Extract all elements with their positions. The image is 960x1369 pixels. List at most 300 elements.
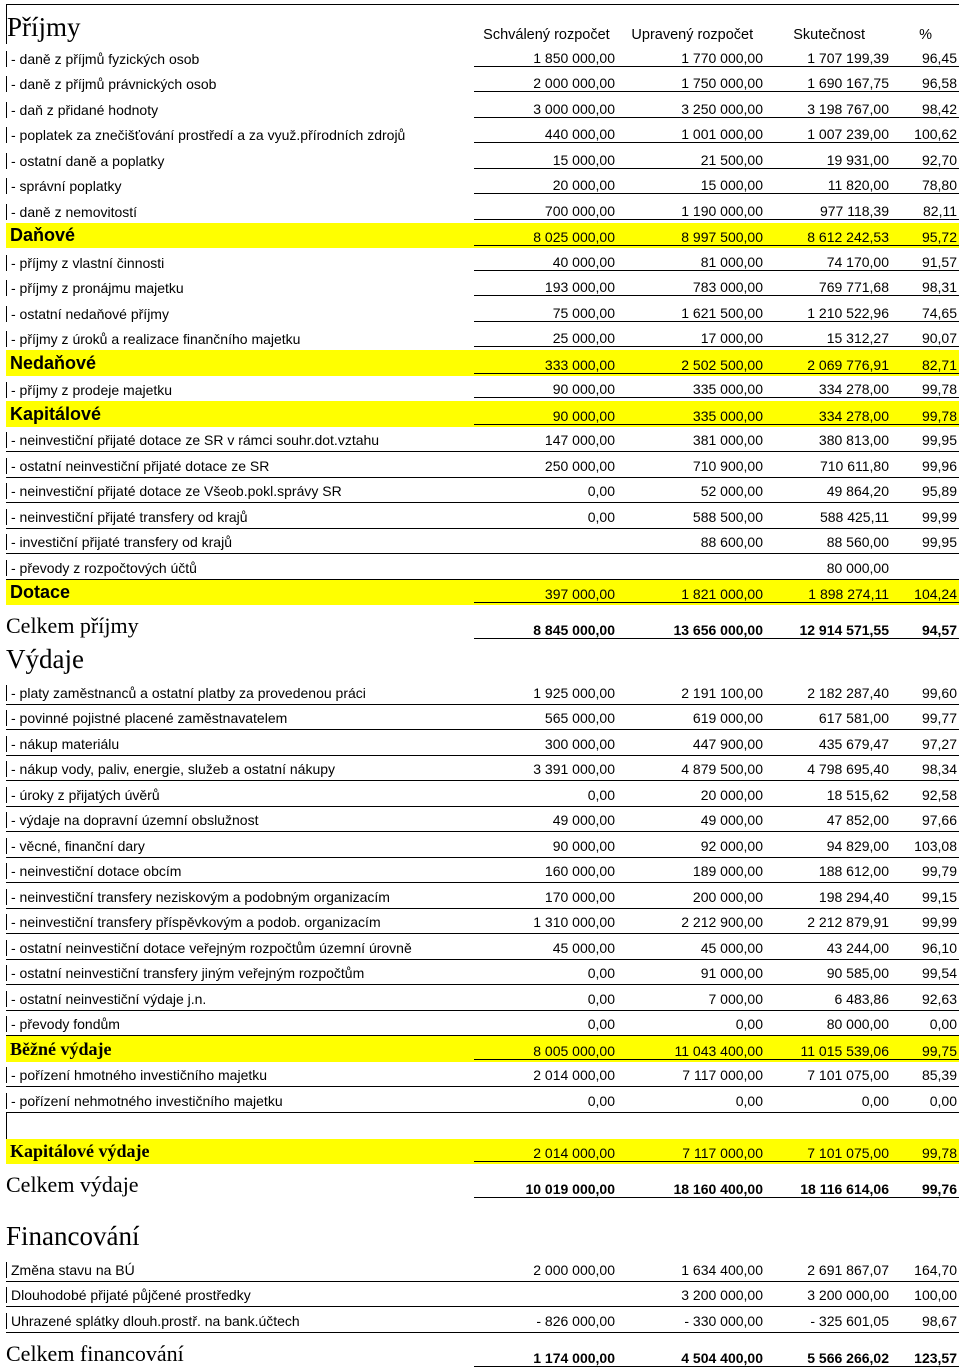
total-row: [6, 605, 959, 641]
table-row: [6, 503, 959, 529]
kapitalove-subtotal: [6, 401, 959, 427]
approved-value: 193 000,00: [474, 279, 618, 296]
adjusted-value: 11 043 400,00: [618, 1043, 766, 1060]
percent-value: 78,80: [892, 177, 959, 194]
subtotal-row: [6, 401, 959, 427]
percent-value: 98,31: [892, 279, 959, 296]
actual-value: 188 612,00: [818, 863, 889, 879]
actual-value: 6 483,86: [834, 990, 889, 1007]
percent-value: 104,24: [892, 586, 959, 603]
percent-value: 99,95: [921, 432, 957, 448]
adjusted-value: 619 000,00: [692, 710, 763, 726]
adjusted-value: 81 000,00: [618, 254, 766, 271]
celkem-vydaje: [6, 1164, 959, 1200]
approved-value: - 826 000,00: [536, 1312, 615, 1329]
table-row: [6, 529, 959, 555]
approved-value: 147 000,00: [544, 432, 615, 448]
actual-value: 2 182 287,40: [807, 684, 889, 701]
table-row: [6, 1307, 959, 1333]
adjusted-value: 3 200 000,00: [681, 1287, 763, 1303]
adjusted-value: 8 997 500,00: [618, 229, 766, 246]
adjusted-value: 710 900,00: [692, 457, 763, 474]
percent-value: 123,57: [892, 1350, 959, 1367]
row-label: - daně z nemovitostí: [6, 204, 474, 220]
percent-value: 99,79: [921, 863, 957, 879]
actual-value: 588 425,11: [819, 508, 889, 525]
actual-value: 3 200 000,00: [807, 1287, 889, 1303]
section-title-prijmy: Příjmy: [7, 12, 81, 42]
adjusted-value: 783 000,00: [618, 279, 766, 296]
table-row: [6, 679, 959, 705]
adjusted-value: 15 000,00: [618, 177, 766, 194]
percent-value: 99,75: [892, 1043, 959, 1060]
actual-value: 15 312,27: [766, 330, 892, 347]
section-financovani: [6, 1218, 959, 1256]
actual-value: 617 581,00: [818, 710, 889, 726]
percent-value: 99,15: [921, 888, 957, 905]
row-label: - daně z příjmů fyzických osob: [6, 51, 474, 67]
actual-value: - 325 601,05: [810, 1312, 889, 1329]
row-label: - neinvestiční přijaté dotace ze Všeob.pokl.správy SR: [6, 483, 474, 499]
approved-value: 3 391 000,00: [533, 761, 615, 777]
adjusted-value: 52 000,00: [700, 483, 763, 499]
row-label: - věcné, finanční dary: [6, 838, 474, 854]
row-label: - platy zaměstnanců a ostatní platby za provedenou práci: [6, 685, 474, 701]
approved-value: 1 925 000,00: [533, 684, 615, 701]
percent-value: 99,77: [921, 710, 957, 726]
approved-value: 1 174 000,00: [474, 1350, 618, 1367]
kapitalove-vydaje-subtotal: [6, 1139, 959, 1165]
actual-value: 769 771,68: [766, 279, 892, 296]
row-label: Uhrazené splátky dlouh.prostř. na bank.účtech: [6, 1313, 474, 1329]
row-label: - příjmy z úroků a realizace finančního majetku: [6, 331, 474, 347]
row-label: - příjmy z vlastní činnosti: [6, 255, 474, 271]
table-row: [6, 730, 959, 756]
percent-value: 96,45: [892, 50, 959, 67]
adjusted-value: 335 000,00: [618, 408, 766, 425]
row-label: Běžné výdaje: [10, 1038, 112, 1059]
row-label: - úroky z přijatých úvěrů: [6, 787, 474, 803]
adjusted-value: 0,00: [735, 1016, 763, 1032]
actual-value: 1 210 522,96: [766, 305, 892, 322]
approved-value: 565 000,00: [544, 710, 615, 726]
approved-value: 1 310 000,00: [533, 914, 615, 930]
adjusted-value: 18 160 400,00: [618, 1181, 766, 1198]
approved-value: 8 025 000,00: [474, 229, 618, 246]
row-label: Kapitálové: [10, 403, 102, 424]
adjusted-value: 1 621 500,00: [618, 305, 766, 322]
approved-value: 8 005 000,00: [474, 1043, 618, 1060]
percent-value: 98,67: [921, 1312, 957, 1329]
approved-value: 333 000,00: [474, 357, 618, 374]
table-row: [6, 1256, 959, 1282]
percent-value: 74,65: [892, 305, 959, 322]
table-row: [6, 95, 959, 121]
table-row: [6, 299, 959, 325]
subtotal-row: [6, 1036, 959, 1062]
percent-value: 82,71: [892, 357, 959, 374]
row-label: Daňové: [10, 225, 76, 245]
adjusted-value: 88 600,00: [700, 534, 763, 550]
actual-value: 47 852,00: [826, 812, 889, 828]
approved-value: 0,00: [587, 483, 615, 499]
kapitalove-items: [6, 376, 959, 402]
row-label: - ostatní neinvestiční dotace veřejným rozpočtům územní úrovně: [6, 940, 474, 956]
adjusted-value: 2 191 100,00: [681, 684, 763, 701]
section-title-vydaje: Výdaje: [6, 644, 84, 674]
approved-value: 0,00: [587, 990, 615, 1007]
section-title-financovani: Financování: [6, 1221, 140, 1251]
table-row: [6, 44, 959, 70]
section-vydaje: [6, 641, 959, 679]
total-row: [6, 1164, 959, 1200]
table-row: [6, 121, 959, 147]
actual-value: 18 515,62: [826, 786, 889, 803]
approved-value: 440 000,00: [474, 126, 618, 143]
percent-value: 92,58: [921, 786, 957, 803]
percent-value: 95,72: [892, 229, 959, 246]
actual-value: 2 069 776,91: [766, 357, 892, 374]
row-label: - příjmy z pronájmu majetku: [6, 280, 474, 296]
approved-value: 15 000,00: [474, 152, 618, 169]
percent-value: 91,57: [892, 254, 959, 271]
approved-value: 1 850 000,00: [474, 50, 618, 67]
table-row: [6, 452, 959, 478]
adjusted-value: 92 000,00: [700, 837, 763, 854]
table-row: [6, 1011, 959, 1037]
total-row: [6, 1333, 959, 1369]
percent-value: 103,08: [914, 837, 957, 854]
table-row: [6, 756, 959, 782]
nedanove-items: [6, 248, 959, 350]
table-row: [6, 832, 959, 858]
row-label: - neinvestiční přijaté dotace ze SR v rámci souhr.dot.vztahu: [6, 432, 474, 448]
table-row: [6, 934, 959, 960]
row-label: - neinvestiční transfery neziskovým a podobným organizacím: [6, 889, 474, 905]
subtotal-row: [6, 580, 959, 606]
table-row: [6, 1282, 959, 1308]
actual-value: 198 294,40: [818, 888, 889, 905]
percent-value: 97,27: [921, 735, 957, 752]
table-row: [6, 427, 959, 453]
col-header-adjusted: Upravený rozpočet: [631, 27, 754, 43]
actual-value: 74 170,00: [766, 254, 892, 271]
percent-value: 82,11: [892, 203, 959, 220]
table-row: [6, 478, 959, 504]
row-label: Kapitálové výdaje: [10, 1141, 150, 1161]
actual-value: 11 015 539,06: [766, 1043, 892, 1060]
actual-value: 80 000,00: [826, 1016, 889, 1032]
adjusted-value: 7 117 000,00: [682, 1067, 763, 1083]
table-header: [6, 4, 959, 44]
adjusted-value: 17 000,00: [618, 330, 766, 347]
danove-subtotal: [6, 223, 959, 249]
row-label: - nákup vody, paliv, energie, služeb a ostatní nákupy: [6, 761, 474, 777]
percent-value: 98,42: [892, 101, 959, 118]
approved-value: 0,00: [587, 1092, 615, 1109]
approved-value: 0,00: [587, 508, 615, 525]
table-row: [6, 172, 959, 198]
actual-value: 977 118,39: [766, 203, 892, 220]
actual-value: 3 198 767,00: [766, 101, 892, 118]
percent-value: 164,70: [914, 1261, 957, 1278]
approved-value: 160 000,00: [544, 863, 615, 879]
percent-value: 94,57: [892, 622, 959, 639]
row-label: - ostatní daně a poplatky: [6, 153, 474, 169]
actual-value: 2 691 867,07: [807, 1261, 889, 1278]
table-row: [6, 325, 959, 351]
actual-value: 0,00: [861, 1092, 889, 1109]
approved-value: 20 000,00: [474, 177, 618, 194]
subtotal-row: [6, 350, 959, 376]
table-row: [6, 197, 959, 223]
actual-value: 380 813,00: [818, 432, 889, 448]
table-row: [6, 70, 959, 96]
percent-value: 0,00: [929, 1016, 957, 1032]
adjusted-value: 1 190 000,00: [618, 203, 766, 220]
adjusted-value: 447 900,00: [692, 735, 763, 752]
kapitalove-vydaje-items: [6, 1062, 959, 1113]
row-label: - pořízení nehmotného investičního majetku: [6, 1093, 474, 1109]
spacer-row: [6, 1113, 959, 1139]
actual-value: 88 560,00: [826, 534, 889, 550]
percent-value: 98,34: [921, 761, 957, 777]
actual-value: 5 566 266,02: [766, 1350, 892, 1367]
actual-value: 90 585,00: [826, 965, 889, 981]
subtotal-row: [6, 1139, 959, 1165]
adjusted-value: 381 000,00: [692, 432, 763, 448]
row-label: Celkem příjmy: [6, 613, 139, 638]
table-row: [6, 554, 959, 580]
percent-value: 95,89: [921, 483, 957, 499]
percent-value: 99,96: [921, 457, 957, 474]
approved-value: 2 000 000,00: [533, 1261, 615, 1278]
row-label: - ostatní neinvestiční přijaté dotace ze SR: [6, 458, 474, 474]
approved-value: 2 000 000,00: [474, 75, 618, 92]
actual-value: 1 898 274,11: [766, 586, 892, 603]
adjusted-value: 20 000,00: [700, 786, 763, 803]
table-row: [6, 807, 959, 833]
percent-value: 99,60: [921, 684, 957, 701]
table-row: [6, 146, 959, 172]
row-label: - pořízení hmotného investičního majetku: [6, 1067, 474, 1083]
table-row: [6, 781, 959, 807]
row-label: Celkem financování: [6, 1340, 184, 1366]
row-label: - ostatní neinvestiční transfery jiným veřejným rozpočtům: [6, 965, 474, 981]
approved-value: 2 014 000,00: [474, 1145, 618, 1162]
percent-value: 92,70: [892, 152, 959, 169]
adjusted-value: 21 500,00: [618, 152, 766, 169]
approved-value: 40 000,00: [474, 254, 618, 271]
row-label: - převody z rozpočtových účtů: [6, 560, 474, 576]
actual-value: 435 679,47: [818, 735, 889, 752]
adjusted-value: 588 500,00: [692, 508, 763, 525]
actual-value: 8 612 242,53: [766, 229, 892, 246]
percent-value: 99,95: [921, 534, 957, 550]
col-header-approved: Schválený rozpočet: [483, 27, 610, 43]
table-row: [6, 985, 959, 1011]
row-label: - investiční přijaté transfery od krajů: [6, 534, 474, 550]
table-row: [6, 274, 959, 300]
row-label: - nákup materiálu: [6, 736, 474, 752]
adjusted-value: 13 656 000,00: [618, 622, 766, 639]
table-row: [6, 858, 959, 884]
approved-value: 300 000,00: [544, 735, 615, 752]
percent-value: 99,78: [892, 1145, 959, 1162]
percent-value: 99,78: [892, 381, 959, 398]
actual-value: 12 914 571,55: [766, 622, 892, 639]
danove-items: [6, 44, 959, 223]
percent-value: 100,62: [892, 126, 959, 143]
actual-value: 11 820,00: [766, 177, 892, 194]
adjusted-value: 7 000,00: [708, 990, 763, 1007]
adjusted-value: 2 212 900,00: [681, 914, 763, 930]
row-label: - převody fondům: [6, 1016, 474, 1032]
actual-value: 1 707 199,39: [766, 50, 892, 67]
table-row: [6, 1087, 959, 1113]
financovani-items: [6, 1256, 959, 1333]
bezne-items: [6, 679, 959, 1036]
approved-value: 45 000,00: [552, 939, 615, 956]
approved-value: 170 000,00: [544, 888, 615, 905]
table-row: [6, 883, 959, 909]
bezne-subtotal: [6, 1036, 959, 1062]
approved-value: 250 000,00: [544, 457, 615, 474]
adjusted-value: 3 250 000,00: [618, 101, 766, 118]
row-label: - daň z přidané hodnoty: [6, 102, 474, 118]
actual-value: 334 278,00: [766, 381, 892, 398]
actual-value: 43 244,00: [826, 939, 889, 956]
row-label: - ostatní neinvestiční výdaje j.n.: [6, 991, 474, 1007]
adjusted-value: 335 000,00: [618, 381, 766, 398]
percent-value: 100,00: [914, 1287, 957, 1303]
row-label: Dlouhodobé přijaté půjčené prostředky: [6, 1287, 474, 1303]
percent-value: 0,00: [929, 1092, 957, 1109]
adjusted-value: 1 770 000,00: [618, 50, 766, 67]
actual-value: 710 611,80: [819, 457, 889, 474]
adjusted-value: - 330 000,00: [684, 1312, 763, 1329]
percent-value: 92,63: [921, 990, 957, 1007]
adjusted-value: 0,00: [735, 1092, 763, 1109]
row-label: - výdaje na dopravní územní obslužnost: [6, 812, 474, 828]
adjusted-value: 4 504 400,00: [618, 1350, 766, 1367]
approved-value: 25 000,00: [474, 330, 618, 347]
approved-value: 397 000,00: [474, 586, 618, 603]
col-header-percent: %: [919, 27, 932, 43]
table-row: [6, 248, 959, 274]
percent-value: 97,66: [921, 812, 957, 828]
adjusted-value: 1 750 000,00: [618, 75, 766, 92]
approved-value: 0,00: [587, 1016, 615, 1032]
adjusted-value: 2 502 500,00: [618, 357, 766, 374]
row-label: - povinné pojistné placené zaměstnavatelem: [6, 710, 474, 726]
approved-value: 0,00: [587, 786, 615, 803]
adjusted-value: 1 821 000,00: [618, 586, 766, 603]
adjusted-value: 1 001 000,00: [618, 126, 766, 143]
actual-value: 80 000,00: [826, 559, 889, 576]
percent-value: 99,99: [921, 508, 957, 525]
col-header-actual: Skutečnost: [793, 27, 866, 43]
approved-value: 2 014 000,00: [533, 1067, 615, 1083]
actual-value: 7 101 075,00: [766, 1145, 892, 1162]
percent-value: 99,54: [921, 965, 957, 981]
adjusted-value: 91 000,00: [700, 965, 763, 981]
row-label: - ostatní nedaňové příjmy: [6, 306, 474, 322]
table-row: [6, 960, 959, 986]
actual-value: 1 007 239,00: [766, 126, 892, 143]
percent-value: 90,07: [892, 330, 959, 347]
actual-value: 1 690 167,75: [766, 75, 892, 92]
spacer: [6, 1200, 959, 1218]
percent-value: 99,78: [892, 408, 959, 425]
actual-value: 4 798 695,40: [807, 761, 889, 777]
approved-value: 700 000,00: [474, 203, 618, 220]
adjusted-value: 7 117 000,00: [618, 1145, 766, 1162]
table-row: [6, 1062, 959, 1088]
row-label: - poplatek za znečišťování prostředí a za využ.přírodních zdrojů: [6, 127, 474, 143]
celkem-financovani: [6, 1333, 959, 1369]
row-label: - příjmy z prodeje majetku: [6, 382, 474, 398]
actual-value: 2 212 879,91: [807, 914, 889, 930]
row-label: - správní poplatky: [6, 178, 474, 194]
row-label: Celkem výdaje: [6, 1172, 139, 1197]
percent-value: 96,58: [892, 75, 959, 92]
nedanove-subtotal: [6, 350, 959, 376]
approved-value: 8 845 000,00: [474, 622, 618, 639]
celkem-prijmy: [6, 605, 959, 641]
table-row: [6, 909, 959, 935]
row-label: - neinvestiční dotace obcím: [6, 863, 474, 879]
row-label: Nedaňové: [10, 352, 97, 373]
percent-value: 99,99: [921, 914, 957, 930]
actual-value: 94 829,00: [826, 837, 889, 854]
subtotal-row: [6, 223, 959, 249]
adjusted-value: 1 634 400,00: [681, 1261, 763, 1278]
actual-value: 19 931,00: [766, 152, 892, 169]
table-row: [6, 705, 959, 731]
row-label: Dotace: [10, 582, 71, 602]
approved-value: 3 000 000,00: [474, 101, 618, 118]
actual-value: 7 101 075,00: [807, 1067, 889, 1083]
adjusted-value: 189 000,00: [692, 863, 763, 879]
approved-value: 0,00: [587, 965, 615, 981]
actual-value: 334 278,00: [766, 408, 892, 425]
table-row: [6, 376, 959, 402]
percent-value: 85,39: [921, 1067, 957, 1083]
budget-sheet: [6, 4, 959, 1369]
dotace-subtotal: [6, 580, 959, 606]
adjusted-value: 49 000,00: [700, 812, 763, 828]
row-label: - daně z příjmů právnických osob: [6, 76, 474, 92]
approved-value: 90 000,00: [474, 381, 618, 398]
adjusted-value: 45 000,00: [700, 939, 763, 956]
actual-value: 18 116 614,06: [766, 1181, 892, 1198]
row-label: Změna stavu na BÚ: [6, 1262, 474, 1278]
approved-value: 75 000,00: [474, 305, 618, 322]
actual-value: 49 864,20: [826, 483, 889, 499]
adjusted-value: 4 879 500,00: [681, 761, 763, 777]
approved-value: 90 000,00: [552, 837, 615, 854]
percent-value: 99,76: [892, 1181, 959, 1198]
approved-value: 90 000,00: [474, 408, 618, 425]
dotace-items: [6, 427, 959, 580]
percent-value: 96,10: [921, 939, 957, 956]
row-label: - neinvestiční transfery příspěvkovým a podob. organizacím: [6, 914, 474, 930]
approved-value: 10 019 000,00: [474, 1181, 618, 1198]
adjusted-value: 200 000,00: [692, 888, 763, 905]
row-label: - neinvestiční přijaté transfery od krajů: [6, 509, 474, 525]
approved-value: 49 000,00: [552, 812, 615, 828]
